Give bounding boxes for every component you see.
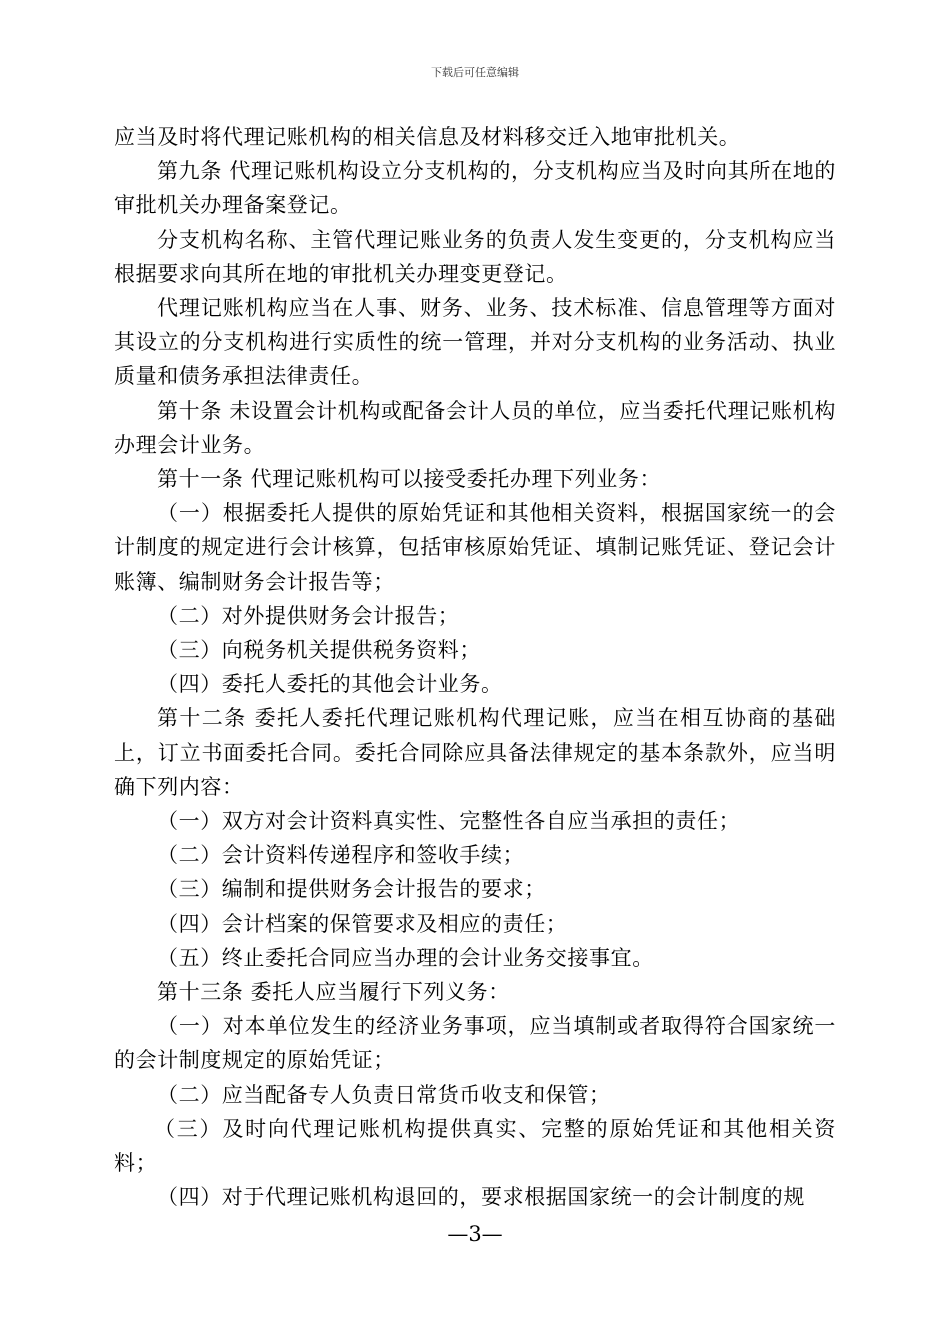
page-number: —3—	[447, 1222, 503, 1246]
list-item-12-3: （三）编制和提供财务会计报告的要求；	[157, 877, 546, 902]
paragraph-article-11: 第十一条 代理记账机构可以接受委托办理下列业务：	[157, 467, 662, 492]
list-item-13-4: （四）对于代理记账机构退回的，要求根据国家统一的会计制度的规	[157, 1185, 805, 1210]
list-item-12-4: （四）会计档案的保管要求及相应的责任；	[157, 911, 568, 936]
page-header-note: 下载后可任意编辑	[431, 66, 519, 79]
paragraph-branch-management: 代理记账机构应当在人事、财务、业务、技术标准、信息管理等方面对其设立的分支机构进行实质性的统一管理，并对分支机构的业务活动、执业质量和债务承担法律责任。	[114, 296, 836, 389]
list-item-13-2: （二）应当配备专人负责日常货币收支和保管；	[157, 1082, 611, 1107]
paragraph-branch-change: 分支机构名称、主管代理记账业务的负责人发生变更的，分支机构应当根据要求向其所在地的审批机关办理变更登记。	[114, 227, 836, 286]
list-item-11-2: （二）对外提供财务会计报告；	[157, 603, 460, 628]
list-item-12-5: （五）终止委托合同应当办理的会计业务交接事宜。	[157, 945, 654, 970]
paragraph-article-9: 第九条 代理记账机构设立分支机构的，分支机构应当及时向其所在地的审批机关办理备案登记。	[114, 159, 836, 218]
paragraph-continuation: 应当及时将代理记账机构的相关信息及材料移交迁入地审批机关。	[114, 125, 741, 149]
paragraph-article-12: 第十二条 委托人委托代理记账机构代理记账，应当在相互协商的基础上，订立书面委托合同。委托合同除应具备法律规定的基本条款外，应当明确下列内容：	[114, 706, 836, 799]
document-body	[114, 120, 836, 1215]
paragraph-article-13: 第十三条 委托人应当履行下列义务：	[157, 980, 510, 1005]
list-item-12-1: （一）双方对会计资料真实性、完整性各自应当承担的责任；	[157, 809, 741, 834]
list-item-12-2: （二）会计资料传递程序和签收手续；	[157, 843, 525, 868]
list-item-11-3: （三）向税务机关提供税务资料；	[157, 638, 481, 663]
list-item-13-3: （三）及时向代理记账机构提供真实、完整的原始凭证和其他相关资料；	[114, 1116, 836, 1176]
list-item-11-4: （四）委托人委托的其他会计业务。	[157, 672, 503, 697]
paragraph-article-10: 第十条 未设置会计机构或配备会计人员的单位，应当委托代理记账机构办理会计业务。	[114, 398, 836, 457]
list-item-11-1: （一）根据委托人提供的原始凭证和其他相关资料，根据国家统一的会计制度的规定进行会计核算，包括审核原始凭证、填制记账凭证、登记会计账簿、编制财务会计报告等；	[114, 501, 836, 594]
list-item-13-1: （一）对本单位发生的经济业务事项，应当填制或者取得符合国家统一的会计制度规定的原始凭证；	[114, 1014, 836, 1073]
